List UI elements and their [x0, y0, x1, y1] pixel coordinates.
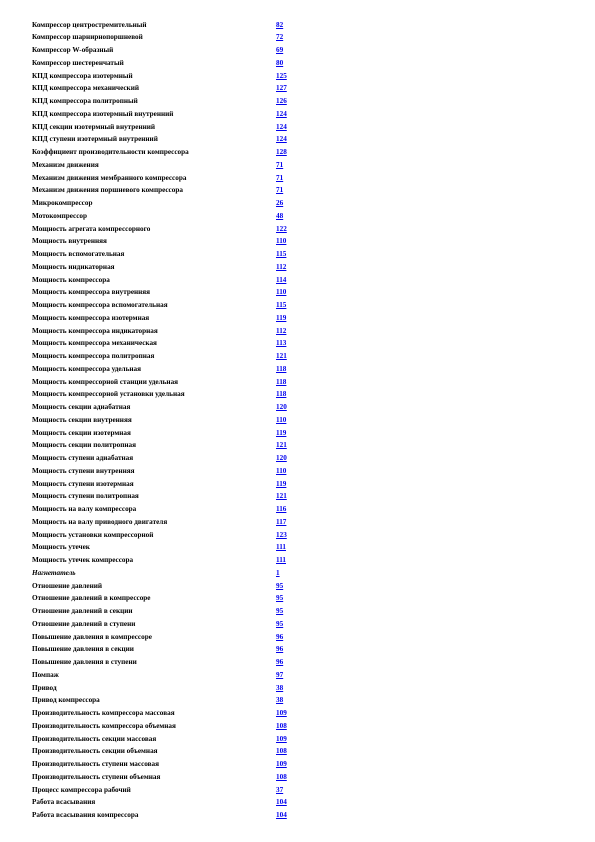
- index-row: [32, 274, 572, 287]
- index-term: Механизм движения: [32, 160, 99, 169]
- index-row: [32, 567, 572, 580]
- page-number-link[interactable]: 95: [276, 581, 284, 590]
- index-term: Помпаж: [32, 670, 59, 679]
- page-number-link[interactable]: 128: [276, 148, 287, 156]
- index-term: Мощность ступени политропная: [32, 492, 139, 501]
- index-term: Мощность компрессора вспомогательная: [32, 301, 168, 309]
- page-number-link[interactable]: 118: [276, 364, 287, 373]
- index-term: Мощность на валу компрессора: [32, 505, 137, 513]
- index-row: [32, 121, 572, 134]
- index-term: Нагнетатель: [32, 568, 76, 577]
- page-number-link[interactable]: 38: [276, 696, 284, 705]
- page-number-link[interactable]: 80: [276, 58, 284, 67]
- index-row: [32, 631, 572, 644]
- index-term: Мощность ступени адиабатная: [32, 454, 134, 462]
- index-term: Мощность установки компрессорной: [32, 530, 154, 539]
- index-row: [32, 337, 572, 350]
- index-row: [32, 95, 572, 108]
- index-row: [32, 350, 572, 363]
- page-number-link[interactable]: 95: [276, 594, 284, 603]
- index-row: [32, 248, 572, 261]
- index-row: [32, 44, 572, 57]
- page-number-link[interactable]: 124: [276, 122, 287, 131]
- index-term: Отношение давлений в компрессоре: [32, 594, 151, 603]
- index-term: Привод компрессора: [32, 696, 100, 705]
- index-term: Механизм движения мембранного компрессора: [32, 173, 187, 182]
- term-index: [32, 19, 572, 822]
- page-number-link[interactable]: 120: [276, 454, 287, 462]
- page-number-link[interactable]: 113: [276, 339, 287, 348]
- index-term: Механизм движения поршневого компрессора: [32, 186, 183, 195]
- index-row: [32, 669, 572, 682]
- index-row: [32, 682, 572, 695]
- index-term: Мощность ступени внутренняя: [32, 466, 135, 475]
- index-row: [32, 605, 572, 618]
- page-number-link[interactable]: 82: [276, 20, 284, 29]
- page-number-link[interactable]: 124: [276, 109, 287, 118]
- index-row: [32, 133, 572, 146]
- index-row: [32, 745, 572, 758]
- index-term: Повышение давления в компрессоре: [32, 632, 152, 641]
- index-term: Мощность компрессора механическая: [32, 339, 157, 348]
- index-term: Производительность ступени объемная: [32, 772, 161, 781]
- index-row: [32, 643, 572, 656]
- index-term: Мощность компрессорной станции удельная: [32, 377, 179, 386]
- index-term: Мощность ступени изотермная: [32, 479, 134, 488]
- page-number-link[interactable]: 38: [276, 683, 284, 692]
- index-term: Компрессор W-образный: [32, 46, 114, 54]
- index-row: [32, 439, 572, 452]
- index-term: Мощность компрессора индикаторная: [32, 326, 158, 335]
- page-number-link[interactable]: 126: [276, 97, 287, 105]
- index-term: Производительность секции массовая: [32, 734, 157, 743]
- index-term: КПД ступени изотермный внутренний: [32, 135, 158, 144]
- index-row: [32, 70, 572, 83]
- index-term: Мощность компрессора политропная: [32, 352, 155, 360]
- page-number-link[interactable]: 1: [276, 568, 280, 577]
- index-term: Компрессор центростремительный: [32, 20, 147, 29]
- index-row: [32, 325, 572, 338]
- index-row: [32, 19, 572, 32]
- page-number-link[interactable]: 110: [276, 237, 287, 246]
- index-term: Мощность агрегата компрессорного: [32, 224, 151, 233]
- index-term: Мощность компрессорной установки удельная: [32, 390, 185, 399]
- index-row: [32, 796, 572, 809]
- index-term: Мощность секции внутренняя: [32, 415, 132, 424]
- page-number-link[interactable]: 109: [276, 760, 287, 768]
- index-term: Отношение давлений в ступени: [32, 619, 136, 628]
- index-row: [32, 210, 572, 223]
- index-row: [32, 235, 572, 248]
- index-term: КПД компрессора изотермный внутренний: [32, 109, 174, 118]
- index-term: Производительность ступени массовая: [32, 760, 160, 768]
- index-term: Отношение давлений в секции: [32, 607, 133, 615]
- index-row: [32, 503, 572, 516]
- index-term: Мощность утечек: [32, 543, 90, 552]
- index-term: Производительность компрессора массовая: [32, 709, 175, 717]
- page-number-link[interactable]: 123: [276, 530, 287, 539]
- index-row: [32, 465, 572, 478]
- index-row: [32, 733, 572, 746]
- page-number-link[interactable]: 119: [276, 428, 287, 437]
- index-term: Привод: [32, 683, 57, 692]
- index-row: [32, 312, 572, 325]
- index-term: КПД секции изотермный внутренний: [32, 122, 156, 131]
- page-number-link[interactable]: 127: [276, 84, 287, 93]
- index-row: [32, 529, 572, 542]
- page-number-link[interactable]: 69: [276, 46, 284, 54]
- index-row: [32, 554, 572, 567]
- page-number-link[interactable]: 95: [276, 619, 284, 628]
- page-number-link[interactable]: 96: [276, 658, 284, 666]
- page-number-link[interactable]: 26: [276, 199, 284, 207]
- page-number-link[interactable]: 114: [276, 275, 287, 284]
- index-term: Работа всасывания: [32, 798, 96, 807]
- page-number-link[interactable]: 108: [276, 747, 287, 756]
- index-term: Мощность компрессора: [32, 275, 110, 284]
- page-number-link[interactable]: 72: [276, 33, 284, 42]
- index-term: Процесс компрессора рабочий: [32, 785, 131, 794]
- page-number-link[interactable]: 108: [276, 721, 287, 730]
- page-number-link[interactable]: 97: [276, 670, 284, 679]
- index-row: [32, 299, 572, 312]
- index-row: [32, 197, 572, 210]
- page-number-link[interactable]: 109: [276, 734, 287, 743]
- page-number-link[interactable]: 104: [276, 798, 287, 807]
- index-row: [32, 541, 572, 554]
- index-row: [32, 363, 572, 376]
- index-row: [32, 490, 572, 503]
- page-number-link[interactable]: 121: [276, 352, 287, 360]
- index-row: [32, 57, 572, 70]
- page-number-link[interactable]: 95: [276, 607, 284, 615]
- index-row: [32, 146, 572, 159]
- index-term: Мощность секции политропная: [32, 441, 137, 450]
- index-row: [32, 771, 572, 784]
- index-term: Мощность компрессора внутренняя: [32, 288, 151, 297]
- page-number-link[interactable]: 122: [276, 224, 287, 233]
- page-number-link[interactable]: 118: [276, 390, 287, 399]
- index-row: [32, 427, 572, 440]
- index-row: [32, 707, 572, 720]
- index-term: Производительность компрессора объемная: [32, 721, 176, 730]
- index-term: Мощность на валу приводного двигателя: [32, 517, 168, 526]
- page-number-link[interactable]: 117: [276, 517, 287, 526]
- index-term: КПД компрессора механический: [32, 84, 139, 93]
- page-number-link[interactable]: 37: [276, 785, 284, 794]
- index-row: [32, 172, 572, 185]
- page-number-link[interactable]: 112: [276, 262, 287, 271]
- index-row: [32, 656, 572, 669]
- index-term: Мощность компрессора изотермная: [32, 313, 150, 322]
- index-row: [32, 223, 572, 236]
- index-row: [32, 82, 572, 95]
- index-term: Микрокомпрессор: [32, 199, 93, 207]
- index-term: Мощность внутренняя: [32, 237, 107, 246]
- index-row: [32, 414, 572, 427]
- index-row: [32, 261, 572, 274]
- page-number-link[interactable]: 109: [276, 709, 287, 717]
- index-row: [32, 516, 572, 529]
- index-term: Мощность секции изотермная: [32, 428, 131, 437]
- index-term: Работа всасывания компрессора: [32, 811, 139, 819]
- page-number-link[interactable]: 112: [276, 326, 287, 335]
- index-row: [32, 694, 572, 707]
- page-number-link[interactable]: 71: [276, 186, 284, 195]
- page-number-link[interactable]: 111: [276, 556, 286, 564]
- index-row: [32, 286, 572, 299]
- index-row: [32, 376, 572, 389]
- index-row: [32, 809, 572, 822]
- index-term: Мощность индикаторная: [32, 262, 115, 271]
- page-number-link[interactable]: 115: [276, 250, 287, 258]
- page-number-link[interactable]: 110: [276, 415, 287, 424]
- index-row: [32, 388, 572, 401]
- index-term: КПД компрессора политропный: [32, 97, 138, 105]
- index-row: [32, 720, 572, 733]
- page-number-link[interactable]: 104: [276, 811, 287, 819]
- page-number-link[interactable]: 121: [276, 441, 287, 450]
- index-term: Повышение давления в секции: [32, 645, 134, 654]
- index-row: [32, 108, 572, 121]
- index-row: [32, 401, 572, 414]
- page-number-link[interactable]: 108: [276, 772, 287, 781]
- index-term: Компрессор шарнирнопоршневой: [32, 33, 143, 42]
- page-number-link[interactable]: 120: [276, 403, 287, 411]
- index-row: [32, 580, 572, 593]
- index-term: КПД компрессора изотермный: [32, 71, 133, 80]
- index-row: [32, 31, 572, 44]
- page-number-link[interactable]: 48: [276, 211, 284, 220]
- index-row: [32, 592, 572, 605]
- index-term: Коэффициент производительности компрессора: [32, 148, 189, 156]
- page-number-link[interactable]: 119: [276, 313, 287, 322]
- page-number-link[interactable]: 124: [276, 135, 287, 144]
- index-term: Мощность утечек компрессора: [32, 556, 134, 564]
- page-number-link[interactable]: 119: [276, 479, 287, 488]
- page-number-link[interactable]: 71: [276, 173, 284, 182]
- page-number-link[interactable]: 110: [276, 288, 287, 297]
- index-term: Мотокомпрессор: [32, 211, 88, 220]
- index-row: [32, 618, 572, 631]
- page-number-link[interactable]: 71: [276, 160, 284, 169]
- page-number-link[interactable]: 121: [276, 492, 287, 501]
- index-term: Мощность вспомогательная: [32, 250, 125, 258]
- page-number-link[interactable]: 118: [276, 377, 287, 386]
- index-row: [32, 452, 572, 465]
- index-row: [32, 758, 572, 771]
- index-term: Мощность секции адиабатная: [32, 403, 131, 411]
- page-number-link[interactable]: 116: [276, 505, 287, 513]
- index-term: Отношение давлений: [32, 581, 103, 590]
- page-number-link[interactable]: 125: [276, 71, 287, 80]
- index-term: Повышение давления в ступени: [32, 658, 137, 666]
- index-term: Компрессор шестеренчатый: [32, 58, 124, 67]
- index-row: [32, 159, 572, 172]
- page-number-link[interactable]: 96: [276, 632, 284, 641]
- index-row: [32, 478, 572, 491]
- page-number-link[interactable]: 115: [276, 301, 287, 309]
- page-number-link[interactable]: 96: [276, 645, 284, 654]
- page-number-link[interactable]: 111: [276, 543, 286, 552]
- index-term: Производительность секции объемная: [32, 747, 158, 756]
- index-row: [32, 784, 572, 797]
- index-term: Мощность компрессора удельная: [32, 364, 142, 373]
- index-row: [32, 184, 572, 197]
- page-number-link[interactable]: 110: [276, 466, 287, 475]
